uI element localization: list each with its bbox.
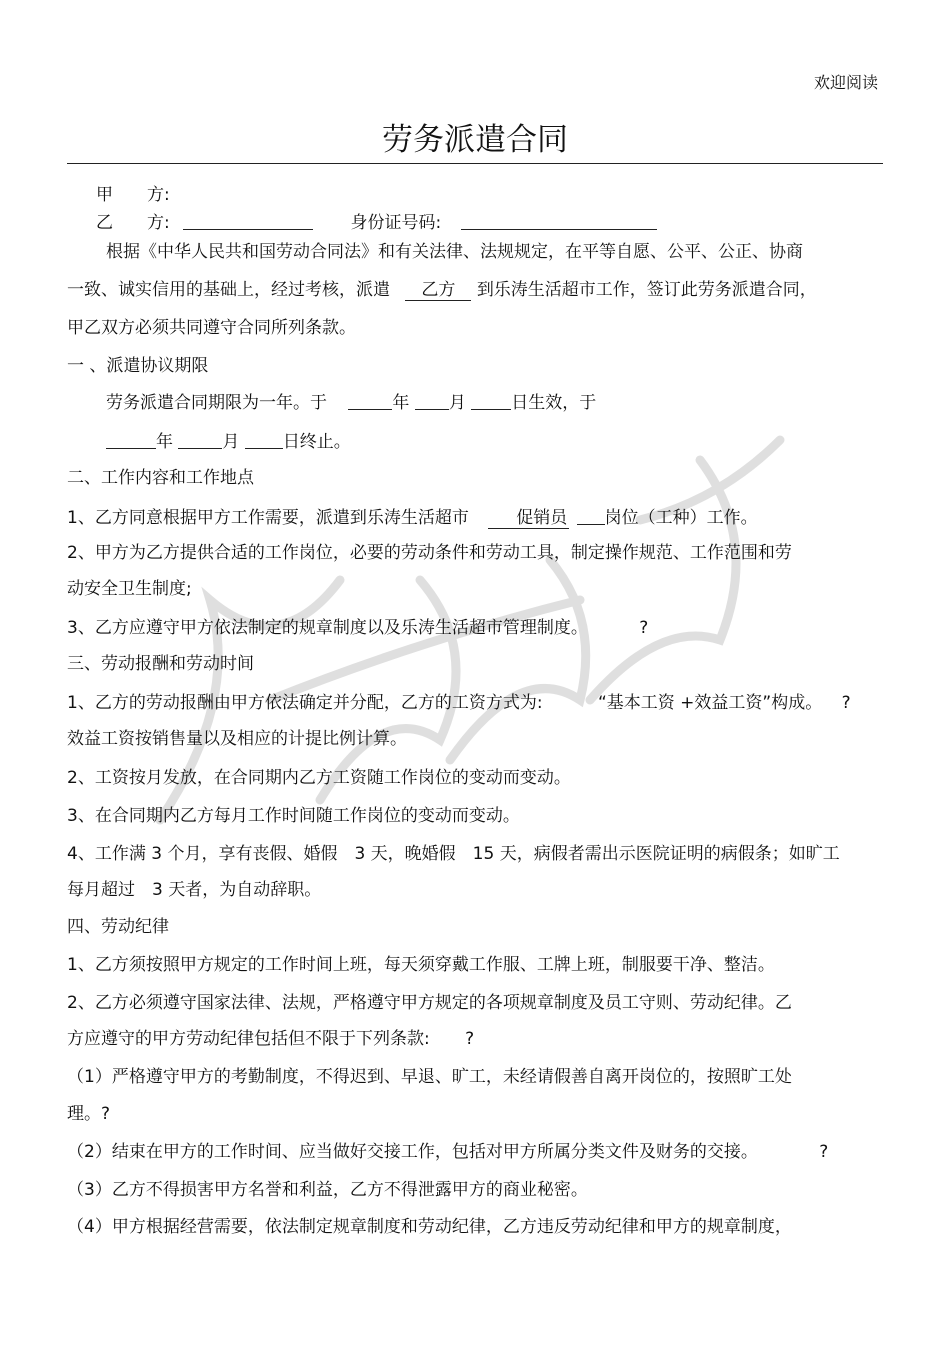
term-end-suffix: 日终止。 — [282, 432, 351, 452]
section-3-item-4-line-1: 4、工作满 3 个月，享有丧假、婚假 3 天，晚婚假 15 天，病假者需出示医院证明的病假条；如旷工 — [67, 844, 840, 864]
section-3-item-2: 2、工资按月发放，在合同期内乙方工资随工作岗位的变动而变动。 — [67, 768, 571, 788]
intro-line-2 — [67, 279, 817, 301]
title-divider — [67, 163, 883, 164]
start-year-label: 年 — [392, 393, 410, 413]
page-title: 劳务派遣合同 — [382, 122, 568, 158]
discipline-item-1-line-2: 理。? — [67, 1104, 111, 1124]
unknown-char-mark: ? — [465, 1029, 475, 1049]
header-note: 欢迎阅读 — [813, 73, 878, 92]
section-2-item-1-b: 岗位（工种）工作。 — [604, 508, 758, 528]
start-month-label: 月 — [448, 393, 466, 413]
job-position-blank[interactable] — [577, 506, 605, 525]
section-2-item-3 — [67, 617, 648, 639]
unknown-char-mark: ? — [639, 618, 649, 638]
section-3-item-1-line-1 — [67, 692, 851, 714]
start-day-blank[interactable] — [471, 391, 511, 410]
section-2-item-2-line-1: 2、甲方为乙方提供合适的工作岗位，必要的劳动条件和劳动工具，制定操作规范、工作范围和劳 — [67, 543, 792, 563]
job-position-fill: 促销员 — [488, 508, 569, 529]
start-month-blank[interactable] — [415, 391, 449, 410]
section-3-item-1-a: 1、乙方的劳动报酬由甲方依法确定并分配，乙方的工资方式为: — [67, 693, 543, 713]
discipline-item-2-text: （2）结束在甲方的工作时间、应当做好交接工作，包括对甲方所属分类文件及财务的交接。 — [67, 1142, 758, 1162]
section-4-item-2-line-1: 2、乙方必须遵守国家法律、法规，严格遵守甲方规定的各项规章制度及员工守则、劳动纪律。乙 — [67, 993, 792, 1013]
end-year-blank[interactable] — [106, 430, 156, 449]
id-number-label: 身份证号码: — [350, 213, 442, 233]
term-start-suffix: 日生效，于 — [511, 393, 597, 413]
section-2-item-1 — [67, 506, 758, 529]
section-4-heading: 四、劳动纪律 — [67, 917, 169, 937]
intro-line-2-b: 到乐涛生活超市工作，签订此劳务派遣合同， — [476, 280, 817, 300]
end-month-blank[interactable] — [178, 430, 222, 449]
intro-line-2-a: 一致、诚实信用的基础上，经过考核，派遣 — [67, 280, 390, 300]
unknown-char-mark: ? — [819, 1142, 829, 1162]
section-3-item-1-line-2: 效益工资按销售量以及相应的计提比例计算。 — [67, 729, 407, 749]
end-day-blank[interactable] — [245, 430, 283, 449]
discipline-item-1-line-1: （1）严格遵守甲方的考勤制度，不得迟到、早退、旷工，未经请假善自离开岗位的，按照旷工处 — [67, 1067, 792, 1087]
start-year-blank[interactable] — [348, 391, 392, 410]
section-2-item-3-text: 3、乙方应遵守甲方依法制定的规章制度以及乐涛生活超市管理制度。 — [67, 618, 588, 638]
section-2-item-1-a: 1、乙方同意根据甲方工作需要，派遣到乐涛生活超市 — [67, 508, 469, 528]
party-b-name-blank[interactable] — [183, 211, 313, 230]
unknown-char-mark: ? — [841, 693, 851, 713]
end-year-label: 年 — [156, 432, 173, 452]
end-month-label: 月 — [222, 432, 240, 452]
discipline-item-4: （4）甲方根据经营需要，依法制定规章制度和劳动纪律，乙方违反劳动纪律和甲方的规章制度， — [67, 1217, 792, 1237]
term-start-text: 劳务派遣合同期限为一年。于 — [106, 393, 327, 413]
section-4-item-2-line-2-text: 方应遵守的甲方劳动纪律包括但不限于下列条款: — [67, 1029, 430, 1049]
section-4-item-2-line-2 — [67, 1028, 474, 1050]
section-2-item-2-line-2: 动安全卫生制度; — [67, 579, 192, 599]
section-1-heading: 一 、派遣协议期限 — [67, 356, 209, 376]
section-3-item-3: 3、在合同期内乙方每月工作时间随工作岗位的变动而变动。 — [67, 806, 520, 826]
section-2-heading: 二、工作内容和工作地点 — [67, 468, 254, 488]
wage-structure: “基本工资 +效益工资”构成。 — [597, 693, 823, 713]
party-b-row — [96, 211, 657, 234]
id-number-blank[interactable] — [461, 211, 657, 230]
section-4-item-1: 1、乙方须按照甲方规定的工作时间上班，每天须穿戴工作服、工牌上班，制服要干净、整洁。 — [67, 955, 775, 975]
party-a-label: 甲 方: — [96, 185, 170, 205]
intro-line-3: 甲乙双方必须共同遵守合同所列条款。 — [67, 318, 356, 338]
section-3-heading: 三、劳动报酬和劳动时间 — [67, 654, 254, 674]
party-b-label: 乙 方: — [96, 213, 170, 233]
term-start-line — [106, 391, 596, 414]
term-end-line — [106, 430, 351, 453]
discipline-item-2 — [67, 1141, 828, 1163]
section-3-item-4-line-2: 每月超过 3 天者，为自动辞职。 — [67, 880, 322, 900]
dispatch-party-fill: 乙方 — [405, 280, 471, 301]
discipline-item-3: （3）乙方不得损害甲方名誉和利益，乙方不得泄露甲方的商业秘密。 — [67, 1180, 588, 1200]
intro-line-1: 根据《中华人民共和国劳动合同法》和有关法律、法规规定，在平等自愿、公平、公正、协商 — [106, 242, 803, 262]
